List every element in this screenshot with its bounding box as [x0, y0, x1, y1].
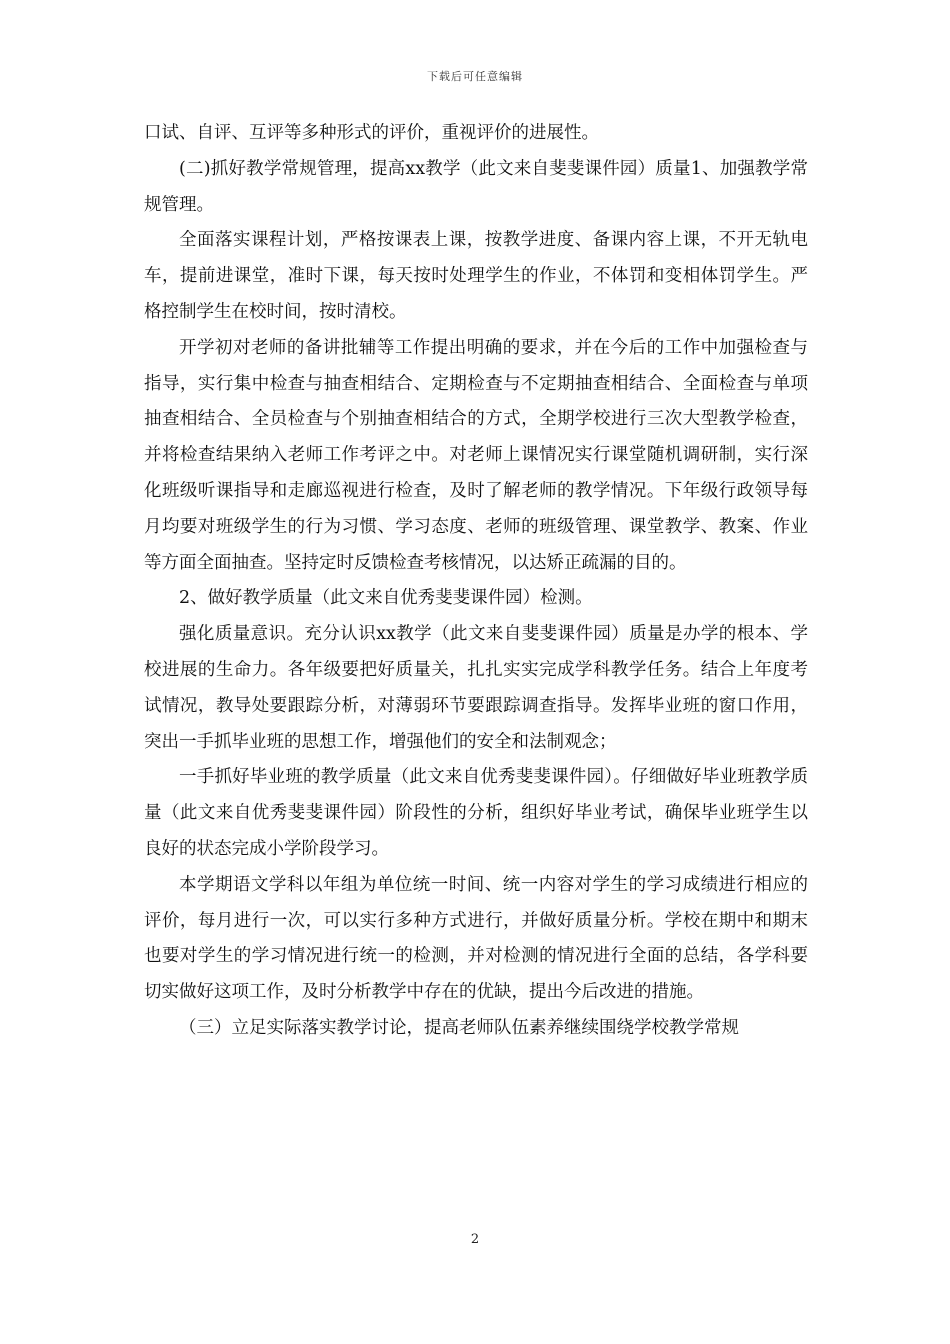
page-number: 2: [470, 1232, 480, 1247]
paragraph-1: 口试、自评、互评等多种形式的评价，重视评价的进展性。: [144, 123, 599, 143]
paragraph-5: 2、做好教学质量（此文来自优秀斐斐课件园）检测。: [179, 588, 593, 609]
paragraph-8: 本学期语文学科以年组为单位统一时间、统一内容对学生的学习成绩进行相应的评价，每月进行一次，可以实行多种方式进行，并做好质量分析。学校在期中和期末也要对学生的学习情况进行统一的检测，并对检测的情况进行全面的总结，各学科要切实做好这项工作，及时分析教学中存在的优缺，提出今后改进的措施。: [144, 874, 808, 1003]
paragraph-7: 一手抓好毕业班的教学质量（此文来自优秀斐斐课件园）。仔细做好毕业班教学质量（此文来自优秀斐斐课件园）阶段性的分析，组织好毕业考试，确保毕业班学生以良好的状态完成小学阶段学习。: [144, 767, 808, 859]
paragraph-2: (二)抓好教学常规管理，提高xx教学（此文来自斐斐课件园）质量1、加强教学常规管理。: [144, 158, 808, 215]
paragraph-6: 强化质量意识。充分认识xx教学（此文来自斐斐课件园）质量是办学的根本、学校进展的生命力。各年级要把好质量关，扎扎实实完成学科教学任务。结合上年度考试情况，教导处要跟踪分析，对薄弱环节要跟踪调查指导。发挥毕业班的窗口作用，突出一手抓毕业班的思想工作，增强他们的安全和法制观念；: [144, 624, 808, 752]
page-header: 下载后可任意编辑: [427, 70, 523, 83]
paragraph-9: （三）立足实际落实教学讨论，提高老师队伍素养继续围绕学校教学常规: [179, 1017, 739, 1038]
paragraph-4: 开学初对老师的备讲批辅等工作提出明确的要求，并在今后的工作中加强检查与指导，实行集中检查与抽查相结合、定期检查与不定期抽查相结合、全面检查与单项抽查相结合、全员检查与个别抽查相结合的方式，全期学校进行三次大型教学检查，并将检查结果纳入老师工作考评之中。对老师上课情况实行课堂随机调研制，实行深化班级听课指导和走廊巡视进行检查，及时了解老师的教学情况。下年级行政领导每月均要对班级学生的行为习惯、学习态度、老师的班级管理、课堂教学、教案、作业等方面全面抽查。坚持定时反馈检查考核情况，以达矫正疏漏的目的。: [144, 337, 808, 573]
document-body: [144, 116, 808, 1047]
paragraph-3: 全面落实课程计划，严格按课表上课，按教学进度、备课内容上课，不开无轨电车，提前进课堂，准时下课，每天按时处理学生的作业，不体罚和变相体罚学生。严格控制学生在校时间，按时清校。: [144, 230, 808, 322]
